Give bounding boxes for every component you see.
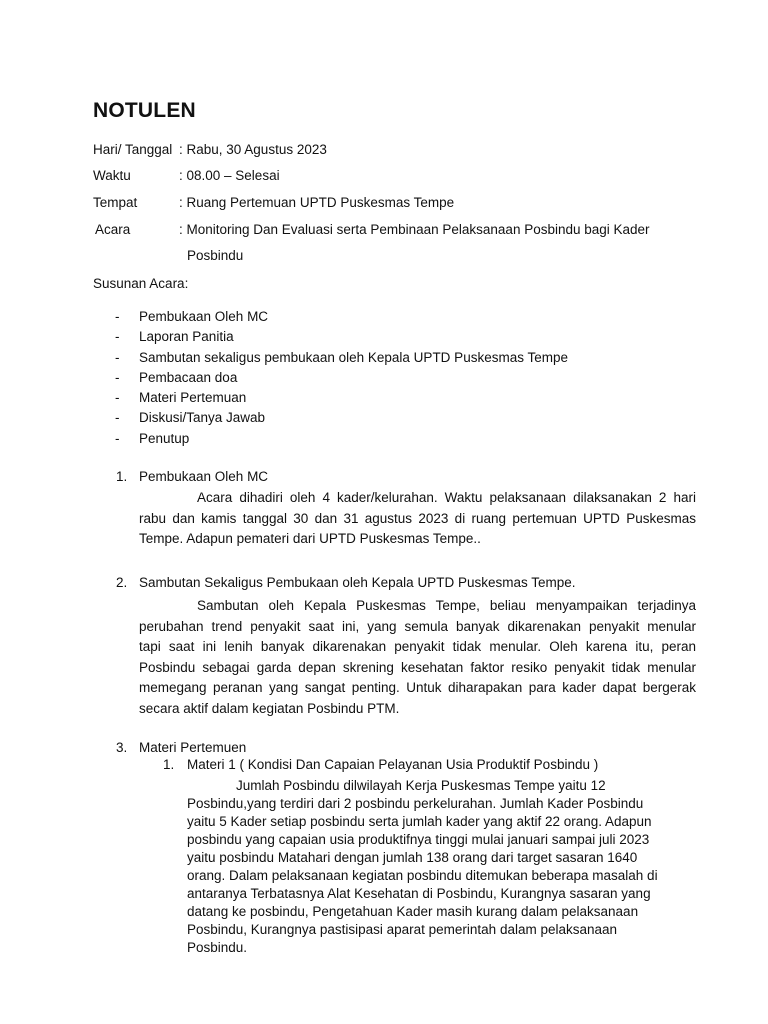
bullet-dash: - bbox=[115, 309, 120, 324]
paragraph-line: Jumlah Posbindu dilwilayah Kerja Puskesmas Tempe yaitu 12 bbox=[236, 778, 606, 793]
paragraph-line: antaranya Terbatasnya Alat Kesehatan di Posbindu, Kurangnya sasaran yang bbox=[187, 886, 651, 901]
agenda-heading: Susunan Acara: bbox=[93, 276, 189, 291]
paragraph-line: yaitu 5 Kader setiap posbindu serta jumlah kader yang aktif 22 orang. Adapun bbox=[187, 814, 652, 829]
meta-value: : Monitoring Dan Evaluasi serta Pembinaan Pelaksanaan Posbindu bagi Kader bbox=[179, 222, 650, 237]
paragraph-line: Acara dihadiri oleh 4 kader/kelurahan. Waktu pelaksanaan dilaksanakan 2 hari bbox=[197, 490, 696, 505]
meta-value: : Rabu, 30 Agustus 2023 bbox=[179, 142, 327, 157]
subsection-number: 1. bbox=[163, 757, 175, 772]
meta-label: Waktu bbox=[93, 168, 131, 183]
document-title: NOTULEN bbox=[93, 99, 196, 122]
paragraph-line: Posbindu, Kurangnya pastisipasi aparat pemerintah dalam pelaksanaan bbox=[187, 922, 618, 937]
paragraph-line: Posbindu,yang terdiri dari 2 posbindu perkelurahan. Jumlah Kader Posbindu bbox=[187, 796, 644, 811]
paragraph-line: Tempe. Adapun pemateri dari UPTD Puskesmas Tempe.. bbox=[139, 531, 481, 546]
meta-value: : 08.00 – Selesai bbox=[179, 168, 280, 183]
paragraph-line: memegang peranan yang sangat penting. Untuk diharapakan para kader dapat bergerak bbox=[139, 680, 696, 695]
section-number: 1. bbox=[116, 469, 128, 484]
paragraph-line: yaitu posbindu Matahari dengan jumlah 138 orang dari target sasaran 1640 bbox=[187, 850, 638, 865]
bullet-dash: - bbox=[115, 410, 120, 426]
agenda-item-text: Laporan Panitia bbox=[139, 329, 234, 345]
meta-value-continuation: Posbindu bbox=[187, 248, 244, 263]
agenda-item-text: Materi Pertemuan bbox=[139, 390, 247, 406]
paragraph-line: datang ke posbindu, Pengetahuan Kader masih kurang dalam pelaksanaan bbox=[187, 904, 639, 919]
paragraph-line: tapi saat ini lenih banyak dikarenakan penyakit tidak menular. Oleh karena itu, peran bbox=[139, 639, 696, 654]
paragraph-line: secara aktif dalam kegiatan Posbindu PTM. bbox=[139, 700, 400, 716]
section-number: 3. bbox=[116, 740, 128, 755]
paragraph-line: rabu dan kamis tanggal 30 dan 31 agustus 2023 di ruang pertemuan UPTD Puskesmas bbox=[139, 510, 696, 526]
subsection-paragraph bbox=[187, 777, 677, 957]
paragraph-line: perubahan trend penyakit saat ini, yang semula banyak dikarenakan penyakit menular bbox=[139, 618, 696, 634]
agenda-item-text: Sambutan sekaligus pembukaan oleh Kepala UPTD Puskesmas Tempe bbox=[139, 349, 568, 365]
section-2-paragraph bbox=[139, 596, 696, 719]
section-1-paragraph bbox=[139, 488, 696, 550]
paragraph-line: Posbindu. bbox=[187, 940, 248, 955]
meta-label: Acara bbox=[95, 222, 131, 237]
bullet-dash: - bbox=[115, 390, 120, 406]
meta-label: Tempat bbox=[93, 195, 138, 210]
agenda-item-text: Diskusi/Tanya Jawab bbox=[139, 410, 266, 426]
subsection-title: Materi 1 ( Kondisi Dan Capaian Pelayanan Usia Produktif Posbindu ) bbox=[187, 757, 599, 772]
agenda-item-text: Pembacaan doa bbox=[139, 369, 238, 385]
section-title: Sambutan Sekaligus Pembukaan oleh Kepala UPTD Puskesmas Tempe. bbox=[139, 575, 576, 590]
bullet-dash: - bbox=[115, 349, 120, 365]
paragraph-line: posbindu yang capaian usia produktifnya tinggi mulai januari sampai juli 2023 bbox=[187, 832, 650, 847]
section-number: 2. bbox=[116, 575, 128, 590]
agenda-item-text: Penutup bbox=[139, 430, 190, 446]
agenda-item-text: Pembukaan Oleh MC bbox=[139, 309, 269, 324]
meta-value: : Ruang Pertemuan UPTD Puskesmas Tempe bbox=[179, 195, 455, 210]
bullet-dash: - bbox=[115, 430, 120, 446]
bullet-dash: - bbox=[115, 329, 120, 345]
paragraph-line: Sambutan oleh Kepala Puskesmas Tempe, beliau menyampaikan terjadinya bbox=[197, 598, 696, 613]
bullet-dash: - bbox=[115, 369, 120, 385]
section-title: Materi Pertemuen bbox=[139, 740, 247, 755]
paragraph-line: Posbindu sebagai garda depan skrening kesehatan faktor resiko penyakit tidak menular bbox=[139, 659, 696, 675]
section-title: Pembukaan Oleh MC bbox=[139, 469, 269, 484]
paragraph-line: orang. Dalam pelaksanaan kegiatan posbindu ditemukan beberapa masalah di bbox=[187, 868, 658, 883]
meta-label: Hari/ Tanggal bbox=[93, 142, 173, 157]
